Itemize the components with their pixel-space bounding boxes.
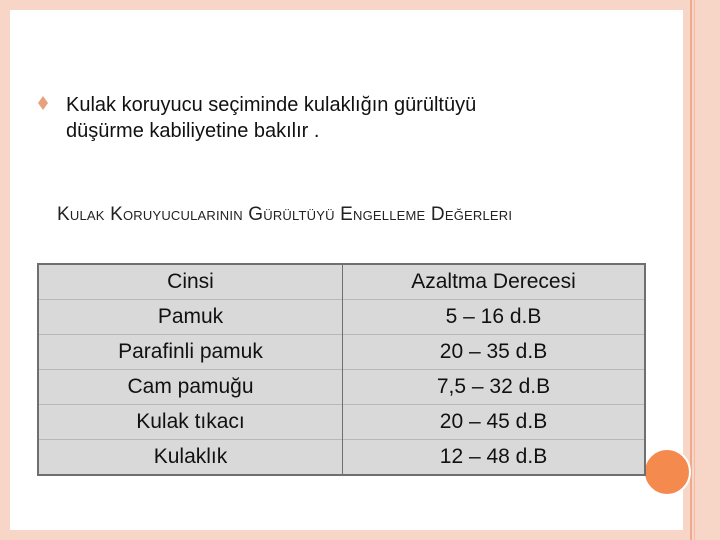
cell-reduction: 12 – 48 d.B	[343, 440, 646, 476]
section-heading: Kulak Koruyucularının Gürültüyü Engelleme Değerleri	[57, 204, 513, 225]
table-header-row	[38, 264, 645, 300]
slide-frame-right	[683, 0, 720, 540]
table-row	[38, 335, 645, 370]
decorative-circle	[643, 448, 691, 496]
cell-type: Pamuk	[38, 300, 343, 335]
cell-reduction: 20 – 45 d.B	[343, 405, 646, 440]
cell-type: Cam pamuğu	[38, 370, 343, 405]
cell-type: Kulaklık	[38, 440, 343, 476]
table-row	[38, 440, 645, 476]
column-header-type: Cinsi	[38, 264, 343, 300]
diamond-bullet-icon	[38, 96, 48, 110]
slide-frame-rule-inner	[694, 0, 695, 540]
bullet-text	[66, 92, 476, 144]
cell-reduction: 7,5 – 32 d.B	[343, 370, 646, 405]
slide-frame-rule	[690, 0, 692, 540]
cell-reduction: 5 – 16 d.B	[343, 300, 646, 335]
bullet-text-line-2: düşürme kabiliyetine bakılır .	[66, 120, 320, 142]
cell-type: Kulak tıkacı	[38, 405, 343, 440]
cell-reduction: 20 – 35 d.B	[343, 335, 646, 370]
column-header-reduction: Azaltma Derecesi	[343, 264, 646, 300]
table-row	[38, 300, 645, 335]
bullet-text-line-1: Kulak koruyucu seçiminde kulaklığın gürültüyü	[66, 94, 477, 116]
table-row	[38, 405, 645, 440]
slide-frame-bottom	[0, 530, 720, 540]
noise-reduction-table	[37, 263, 646, 476]
cell-type: Parafinli pamuk	[38, 335, 343, 370]
table-row	[38, 370, 645, 405]
slide-frame-top	[0, 0, 720, 10]
slide-frame-left	[0, 0, 10, 540]
